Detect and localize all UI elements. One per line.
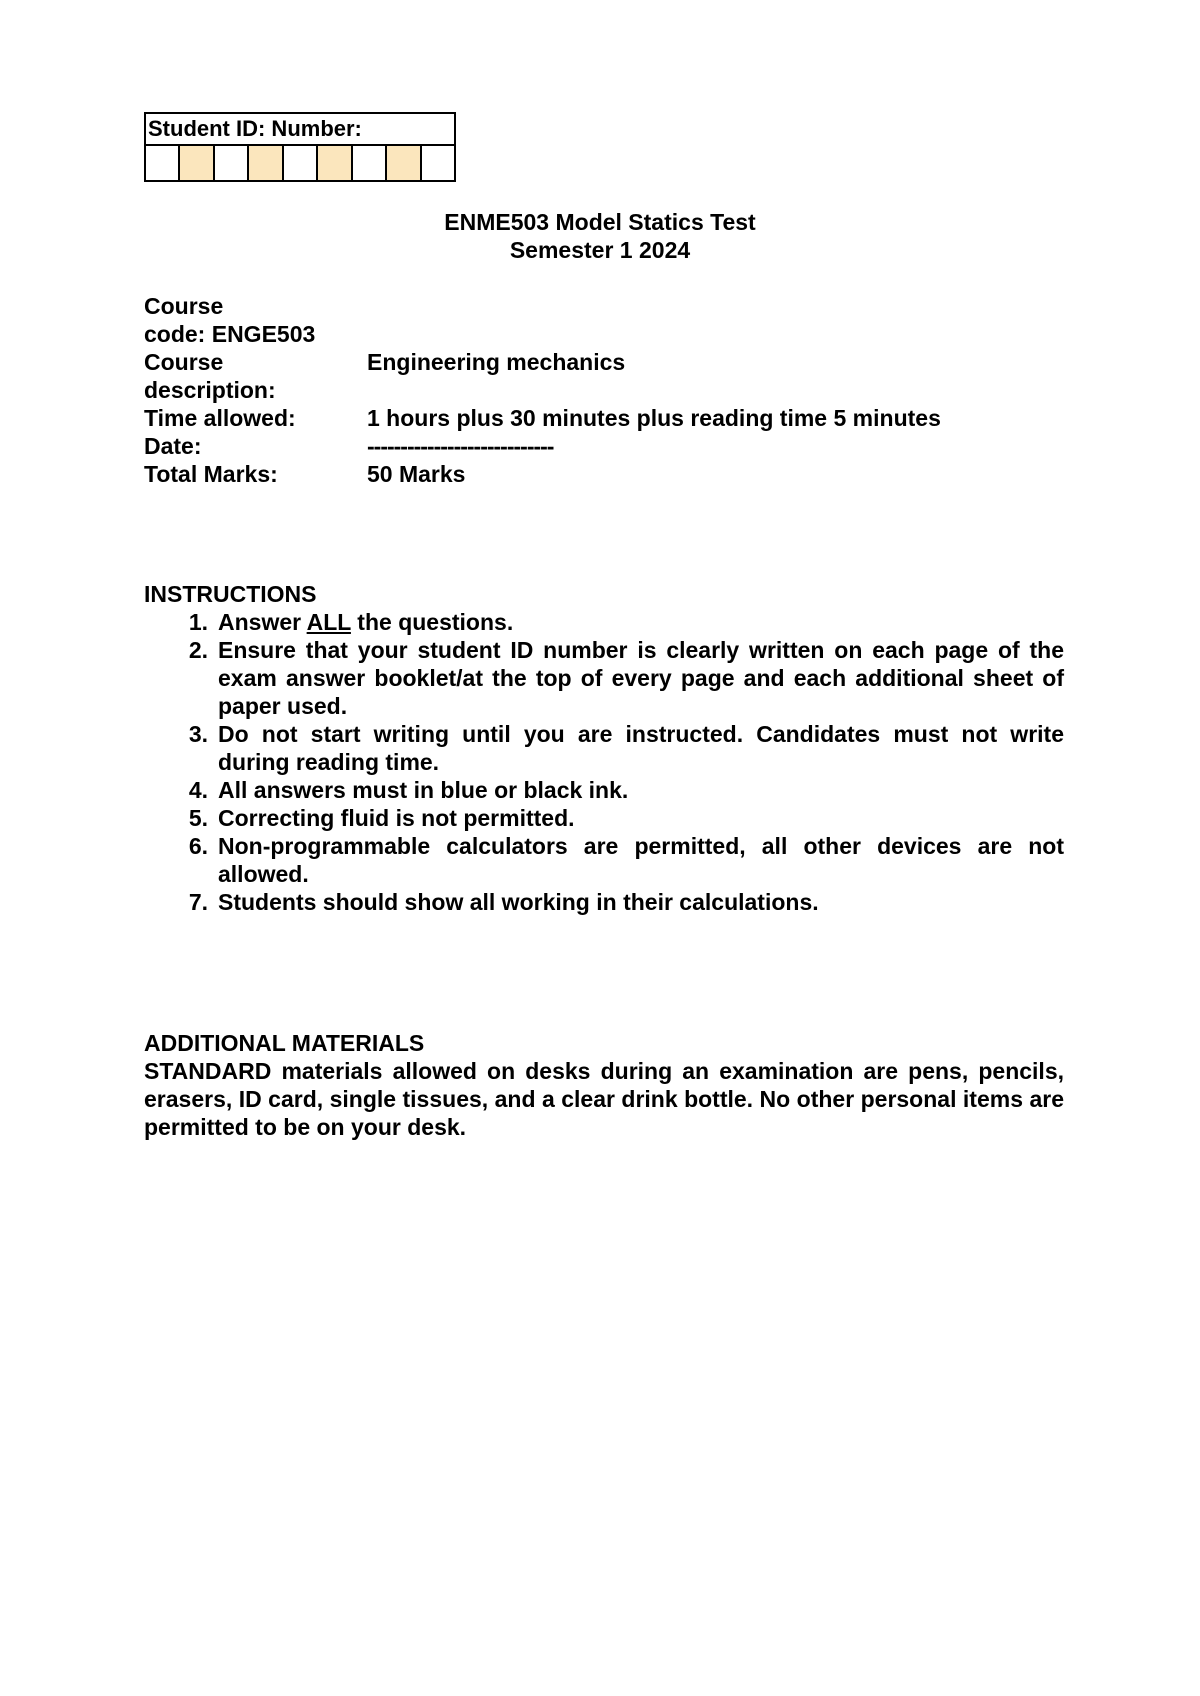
student-id-cell[interactable] — [318, 146, 352, 180]
instruction-number: 2. — [188, 637, 208, 663]
student-id-cell[interactable] — [146, 146, 180, 180]
instructions-heading: INSTRUCTIONS — [144, 581, 317, 607]
instruction-text-pre: Answer — [218, 609, 307, 635]
instruction-number: 5. — [188, 805, 208, 831]
exam-title-block — [0, 208, 1200, 264]
student-id-cell[interactable] — [215, 146, 249, 180]
instruction-text: Non-programmable calculators are permitted, all other devices are not allowed. — [218, 833, 1064, 887]
instruction-item — [144, 636, 1064, 720]
student-id-cell[interactable] — [353, 146, 387, 180]
instruction-item — [144, 832, 1064, 888]
instruction-item — [144, 776, 1064, 804]
course-info-table — [144, 292, 1064, 488]
student-id-label: Student ID: Number: — [146, 114, 454, 146]
course-description-label-line2: description: — [144, 377, 276, 403]
date-row — [144, 432, 1064, 460]
course-description-row — [144, 348, 1064, 404]
student-id-box — [144, 112, 456, 182]
date-value: ---------------------------- — [367, 433, 554, 459]
student-id-cell[interactable] — [387, 146, 421, 180]
instruction-number: 4. — [188, 777, 208, 803]
course-code-label — [144, 292, 367, 348]
instructions-list — [144, 608, 1064, 916]
instruction-number: 7. — [188, 889, 208, 915]
total-marks-label: Total Marks: — [144, 461, 278, 487]
total-marks-value: 50 Marks — [367, 461, 466, 487]
additional-materials-text: STANDARD materials allowed on desks during an examination are pens, pencils, erasers, ID card, single tissues, and a clear drink bottle. No other personal items are permitted to be on your desk. — [144, 1058, 1064, 1140]
instruction-number: 6. — [188, 833, 208, 859]
course-code-row — [144, 292, 1064, 348]
course-description-label-line1: Course — [144, 349, 224, 375]
exam-title: ENME503 Model Statics Test — [444, 209, 756, 235]
instruction-emphasis: ALL — [306, 609, 351, 635]
instruction-item — [144, 608, 1064, 636]
instruction-text: Ensure that your student ID number is clearly written on each page of the exam answer booklet/at the top of every page and each additional sheet of paper used. — [218, 637, 1064, 719]
course-code-label-line1: Course — [144, 293, 224, 319]
time-allowed-label: Time allowed: — [144, 405, 296, 431]
student-id-cell[interactable] — [180, 146, 214, 180]
instruction-text-post: the questions. — [350, 609, 514, 635]
instructions-section — [144, 580, 1064, 916]
course-code-label-line2: code: ENGE503 — [144, 321, 316, 347]
course-description-value: Engineering mechanics — [367, 349, 626, 375]
time-allowed-value: 1 hours plus 30 minutes plus reading time 5 minutes — [367, 405, 941, 431]
instruction-text: All answers must in blue or black ink. — [218, 777, 629, 803]
student-id-cells — [146, 146, 454, 180]
instruction-text: Correcting fluid is not permitted. — [218, 805, 575, 831]
additional-materials-section — [144, 1029, 1064, 1141]
instruction-item — [144, 804, 1064, 832]
instruction-number: 3. — [188, 721, 208, 747]
total-marks-row — [144, 460, 1064, 488]
instruction-item — [144, 720, 1064, 776]
instruction-number: 1. — [188, 609, 208, 635]
time-allowed-row — [144, 404, 1064, 432]
student-id-cell[interactable] — [284, 146, 318, 180]
instruction-text: Students should show all working in their calculations. — [218, 889, 819, 915]
student-id-cell[interactable] — [422, 146, 454, 180]
date-label: Date: — [144, 433, 202, 459]
exam-semester: Semester 1 2024 — [509, 237, 691, 263]
additional-materials-heading: ADDITIONAL MATERIALS — [144, 1030, 425, 1056]
student-id-cell[interactable] — [249, 146, 283, 180]
instruction-text: Do not start writing until you are instructed. Candidates must not write during reading time. — [218, 721, 1064, 775]
instruction-item — [144, 888, 1064, 916]
instruction-text — [218, 608, 1064, 636]
course-description-label — [144, 348, 367, 404]
